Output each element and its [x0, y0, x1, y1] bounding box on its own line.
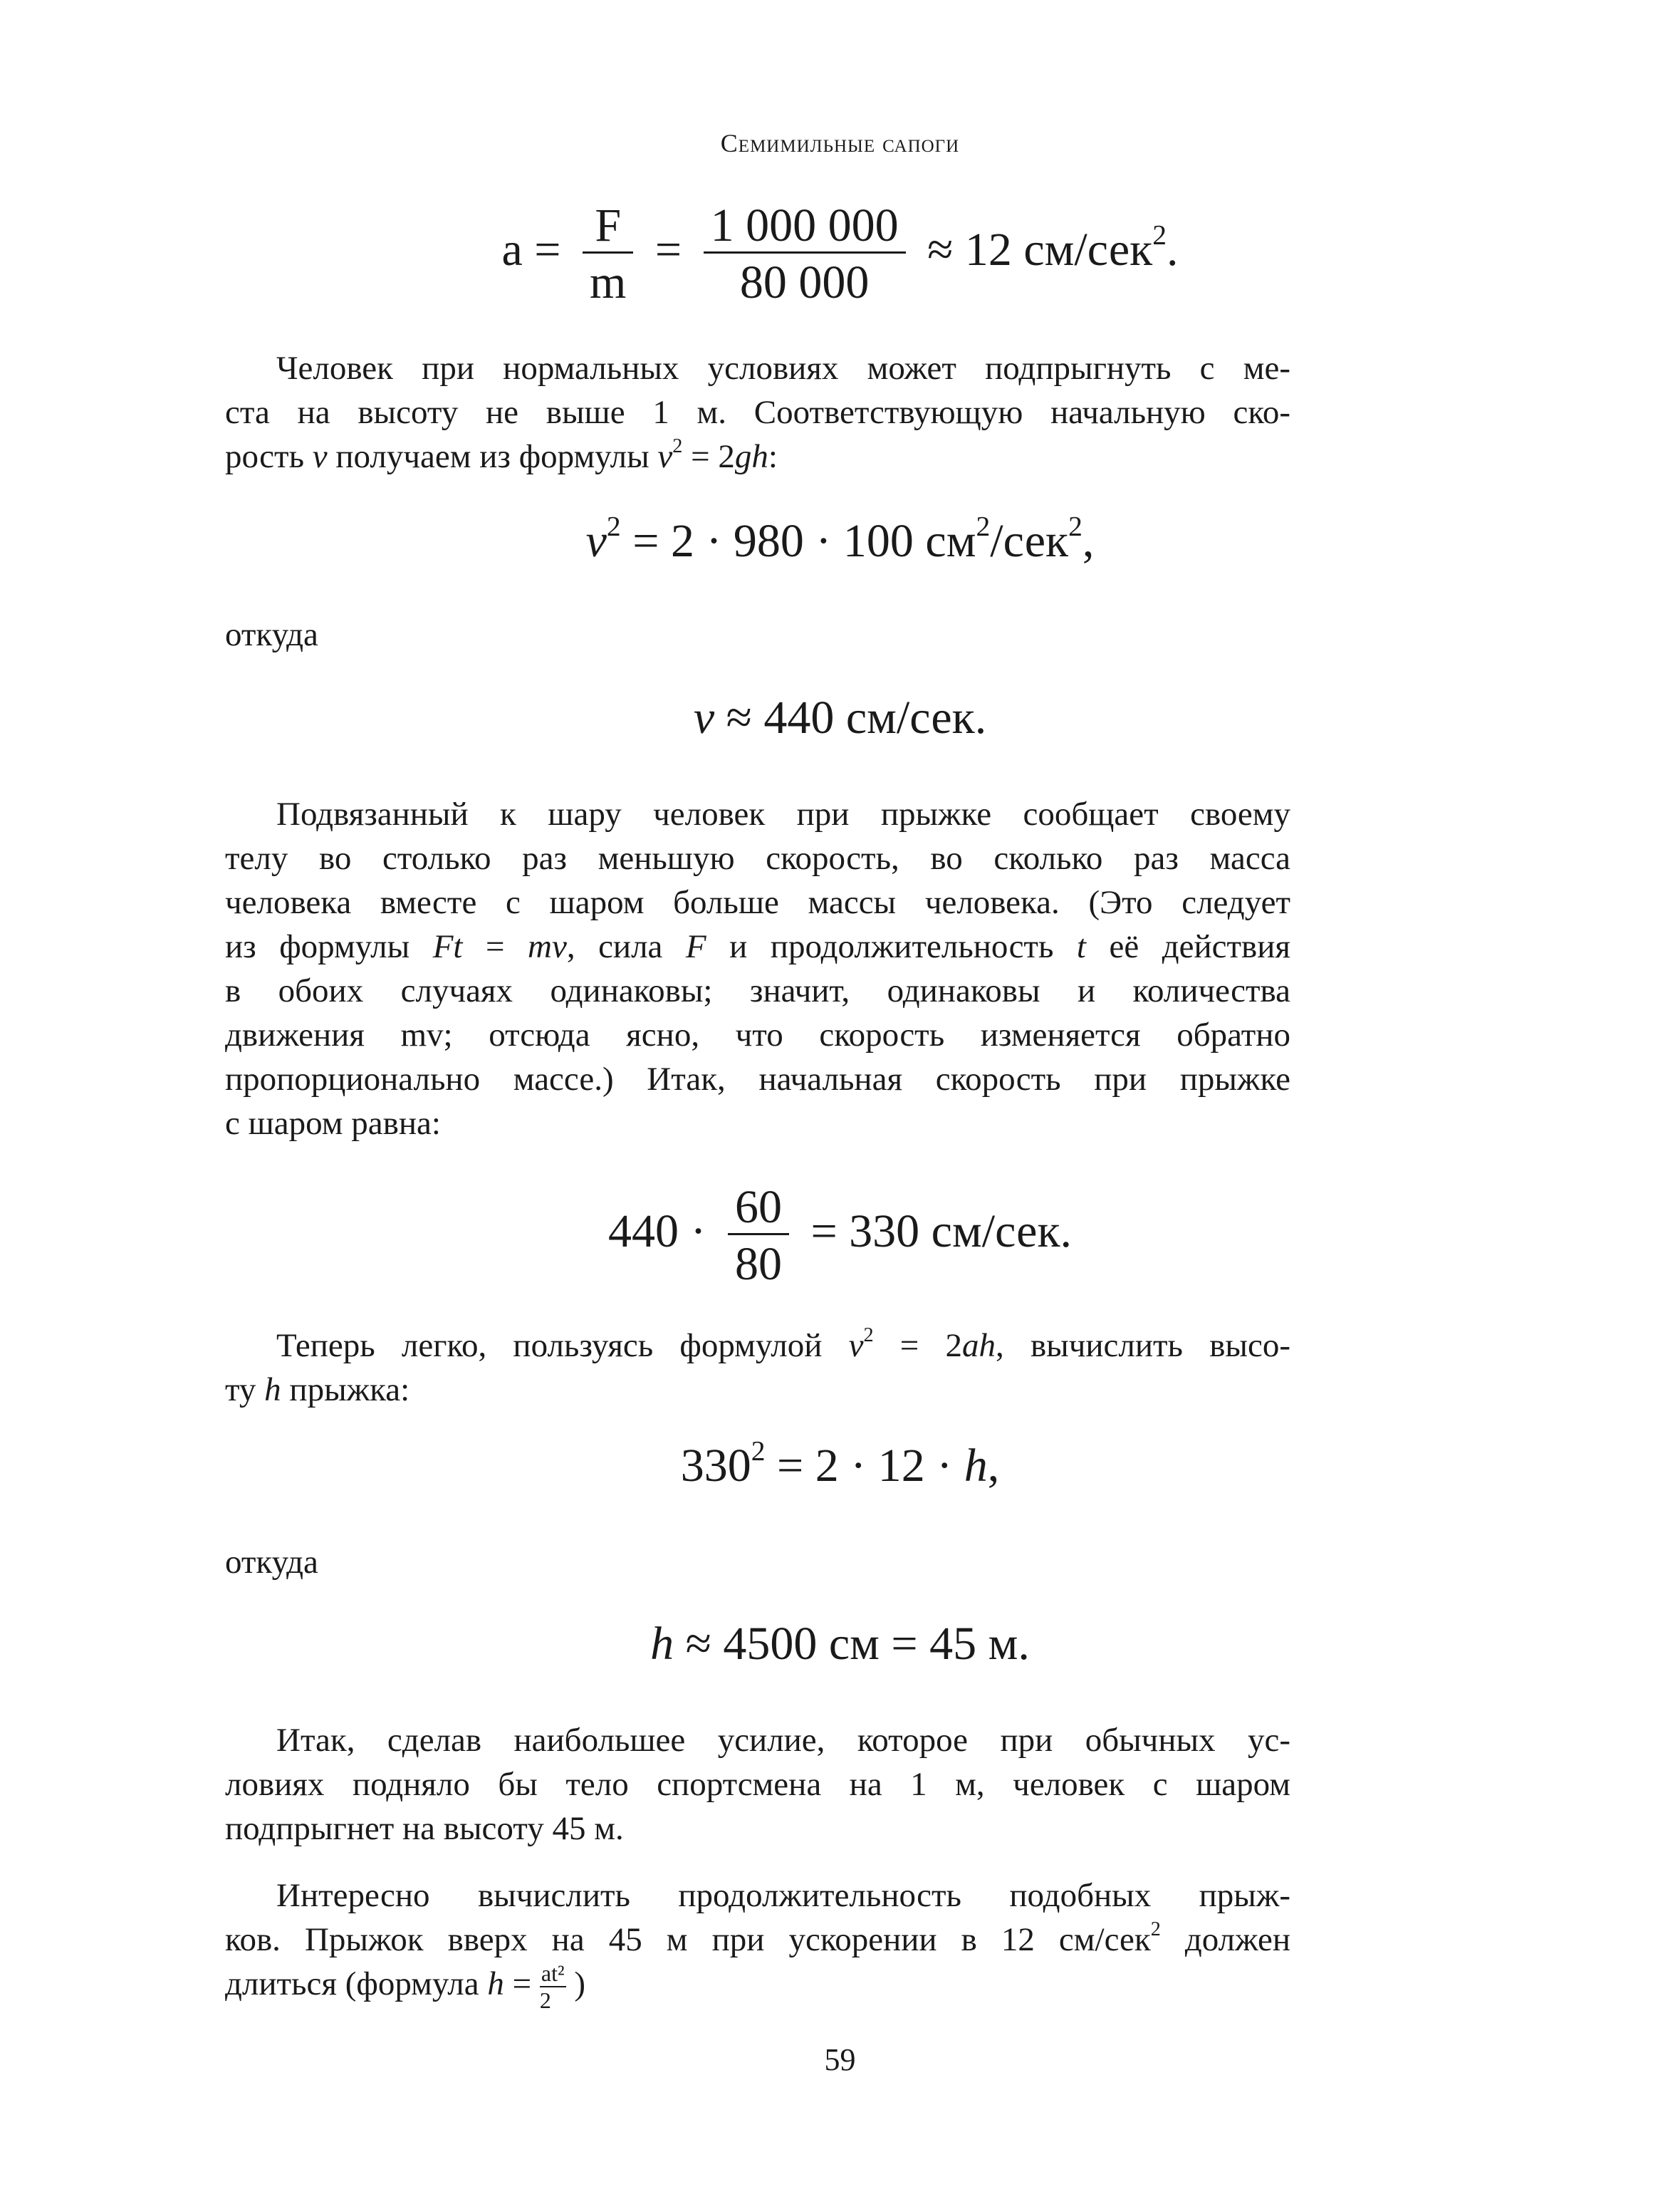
- text-otkuda: откуда: [225, 1544, 318, 1581]
- paragraph-jump-duration: Интересно вычислить продолжительность подобных прыж- ков. Прыжок вверх на 45 м при ускорении в 12 см/сек$^2$ должен длиться (формула h = $\frac{\text{at²}}{2}$ ): [225, 1877, 1290, 2014]
- formula-height-result: h ≈ 4500 см = 45 м.: [650, 1618, 1030, 1670]
- formula-initial-velocity: 440 · $\frac{60}{80}$ = 330 см/сек.: [607, 1181, 1073, 1291]
- running-head: Семимильные сапоги: [720, 129, 960, 157]
- fraction-force-over-mass: $\frac{1 000 000}{80 000}$: [704, 201, 906, 308]
- paragraph-compute-height: Теперь легко, пользуясь формулой $v^2 = 2ah$, вычислить высо- ту h прыжка:: [225, 1324, 1290, 1408]
- formula-height-equation: $330^2 = 2 \cdot 12 \cdot h$,: [680, 1435, 1000, 1492]
- page-number: 59: [824, 2042, 856, 2077]
- formula-velocity: v ≈ 440 см/сек.: [693, 692, 987, 744]
- paragraph-conclusion: Итак, сделав наибольшее усилие, которое при обычных ус- ловиях подняло бы тело спортсмена на 1 м, человек с шаром подпрыгнет на высоту 45 м.: [225, 1722, 1290, 1847]
- paragraph-balloon-jump: Подвязанный к шару человек при прыжке сообщает своему телу во столько раз меньшую скорость, во сколько раз масса человека вместе с шаром больше массы человека. (Это следует из формулы Ft = mv, сила F и продолжительность t её действия в обоих случаях одинаковы; значит, одинаковы и количества движения mv; отсюда ясно, что скорость изменяется обратно пропорционально массе.) Итак, начальная скорость при прыжке с шаром равна:: [225, 796, 1291, 1142]
- formula-velocity-squared: $v^2 = 2 \cdot 980 \cdot 100$ $см^2/сек^2$,: [585, 510, 1095, 567]
- fraction-60-over-80: $\frac{60}{80}$: [728, 1182, 789, 1289]
- fraction-f-over-m: $\frac{F}{m}$: [583, 201, 633, 308]
- paragraph-jump-height: Человек при нормальных условиях может подпрыгнуть с ме- ста на высоту не выше 1 м. Соответствующую начальную ско- рость v получаем из формулы $v^2 = 2gh$:: [225, 350, 1290, 475]
- text-otkuda: откуда: [225, 616, 318, 653]
- fraction-at2-over-2: $\frac{\text{at²}}{2}$: [539, 1960, 565, 2014]
- formula-acceleration: a = $\frac{F}{m}$ = $\frac{1 000 000}{80 000}$ ≈ 12 см/сек$^2$.: [501, 199, 1179, 309]
